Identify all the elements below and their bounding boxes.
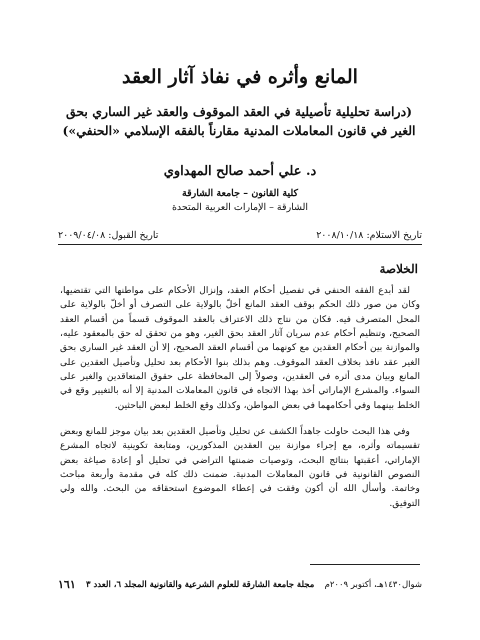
header-divider — [58, 244, 422, 245]
paper-title: المانع وأثره في نفاذ آثار العقد — [122, 66, 358, 88]
abstract-paragraph-1: لقد أبدع الفقه الحنفي في تفصيل أحكام العقد، وإنزال الأحكام على مواطنها التي تقتضيها، وكان من صور ذلك الحكم بوقف العقد المانع أخلّ بالولاية على التصرف أو أخلّ بالولاية على المحل المتصرف فيه. فكان من نتاج ذلك الاعتراف بالعقد الموقوف قسماً من أقسام العقد الصحيح، وتنظيم أحكام عدم سريان آثار العقد بحق الغير، وهو من تحقق له حق بالمعقود عليه، والموازنة بين أحكام العقدين مع كونهما من أقسام العقد الصحيح، إلا أن العقد غير الساري بحق الغير عقد نافذ بخلاف العقد الموقوف. وهم بذلك بنوا الأحكام بعد تحليل وتأصيل العقدين على المانع وبيان مدى أثره في العقدين، وصولاً إلى المحافظة على حقوق المتعاقدين والغير على السواء. والمشرع الإماراتي أخذ بهذا الاتجاه في قانون المعاملات المدنية إلا أنه بالتغيير وقع في الخلط بينهما وفي أحكامهما في بعض المواطن، وكذلك وقع الخلط لبعض الباحثين. — [60, 285, 420, 411]
submission-dates — [58, 230, 422, 241]
paper-subtitle — [42, 102, 436, 141]
accepted-date: تاريخ القبول: ٢٠٠٩/٠٤/٠٨ — [58, 230, 159, 241]
page-footer — [58, 578, 422, 591]
affiliation-college: كلية القانون – جامعة الشارقة — [181, 188, 299, 199]
subtitle-line-1: (دراسة تحليلية تأصيلية في العقد الموقوف والعقد غير الساري بحق — [65, 104, 413, 119]
footer-divider — [310, 564, 420, 565]
page-number: ١٦١ — [58, 578, 76, 591]
received-date: تاريخ الاستلام: ٢٠٠٨/١٠/١٨ — [316, 230, 422, 241]
abstract-paragraph-2: وفي هذا البحث حاولت جاهداً الكشف عن تحليل وتأصيل العقدين بعد بيان موجز للمانع وبعض تقسيماته وأثره، مع إجراء موازنة بين العقدين المذكورين، ومتابعة تكوينية لاتجاه المشرع الإماراتي، أعقبتها بنتائج البحث، وتوصيات ضمنتها التراضي في تحليل أو إعادة صياغة بعض النصوص القانونية في قانون المعاملات المدنية. ضمنت ذلك كله في مقدمة وأربعة مباحث وخاتمة. وأسأل الله أن أكون وفقت في إعطاء الموضوع استحقاقه من البحث. والله ولي التوفيق. — [60, 426, 420, 509]
affiliation-location: الشارقة – الإمارات العربية المتحدة — [171, 201, 309, 213]
author-affiliation — [60, 187, 420, 215]
subtitle-line-2: الغير في قانون المعاملات المدنية مقارناً بالفقه الإسلامي «الحنفي») — [62, 123, 416, 139]
author-name: د. علي أحمد صالح المهداوي — [163, 164, 317, 179]
journal-name: مجلة جامعة الشارقة للعلوم الشرعية والقانونية المجلد ٦، العدد ٣ — [85, 579, 315, 590]
issue-date: شوال١٤٣٠هـ، أكتوبر ٢٠٠٩م — [324, 579, 422, 590]
abstract-body — [60, 284, 420, 523]
abstract-heading: الخلاصة — [379, 262, 418, 276]
